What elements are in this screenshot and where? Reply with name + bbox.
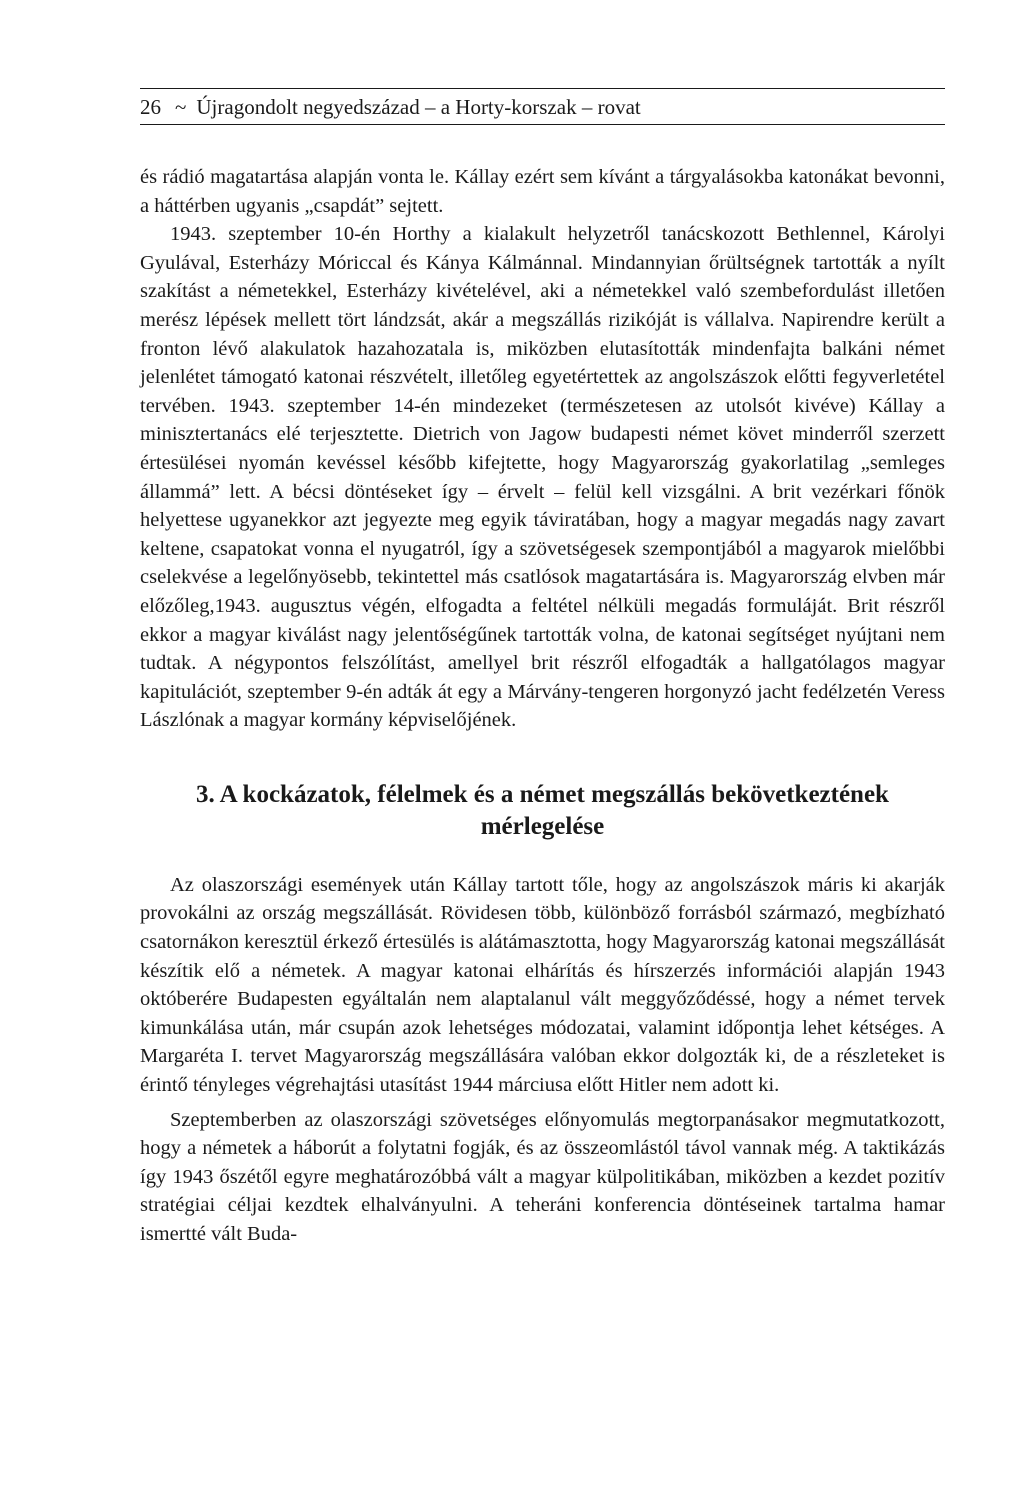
section-heading: 3. A kockázatok, félelmek és a német megszállás bekövetkeztének mérlegelése: [196, 780, 889, 840]
paragraph-1: és rádió magatartása alapján vonta le. Kállay ezért sem kívánt a tárgyalásokba katonákat bevonni, a háttérben ugyanis „csapdát” sejtett.: [140, 166, 945, 217]
book-page: [140, 88, 945, 1249]
header-title: Újragondolt negyedszázad – a Horty-korszak – rovat: [196, 95, 641, 119]
running-header: [140, 88, 945, 125]
header-separator: ~: [175, 95, 187, 119]
page-number: 26: [140, 95, 161, 119]
body-text: [140, 163, 945, 1249]
section-paragraph-2: Szeptemberben az olaszországi szövetséges előnyomulás megtorpanásakor megmutatkozott, hogy a németek a háborút a folytatni fogják, és az összeomlástól távol vannak még. A taktikázás így 1943 őszétől egyre meghatározóbbá vált a magyar külpolitikában, miközben a kezdet pozitív stratégiai céljai kezdtek elhalványulni. A teheráni konferencia döntéseinek tartalma hamar ismertté vált Buda-: [140, 1108, 945, 1245]
paragraph-2: 1943. szeptember 10-én Horthy a kialakult helyzetről tanácskozott Bethlennel, Károlyi Gyulával, Esterházy Móriccal és Kánya Kálmánnal. Mindannyian őrültségnek tartották a nyílt szakítást a németekkel, Esterházy kivételével, aki a németekkel való szembefordulást illetően merész lépések mellett tört lándzsát, akár a megszállás rizikóját is vállalva. Napirendre került a fronton lévő alakulatok hazahozatala is, miközben elutasították mindenfajta balkáni német jelenlétet támogató katonai részvételt, illetőleg egyetértettek az angolszászok előtti fegyverletétel tervében. 1943. szeptember 14-én mindezeket (természetesen az utolsót kivéve) Kállay a minisztertanács elé terjesztette. Dietrich von Jagow budapesti német követ minderről szerzett értesülései nyomán kevéssel később kifejtette, hogy Magyarország gyakorlatilag „semleges állammá” lett. A bécsi döntéseket így – érvelt – felül kell vizsgálni. A brit vezérkari főnök helyettese ugyanekkor azt jegyezte meg egyik táviratában, hogy a magyar megadás nagy zavart keltene, csapatokat vonna el nyugatról, így a szövetségesek szempontjából a magyarok mielőbbi cselekvése a legelőnyösebb, tekintettel más csatlósok magatartására is. Magyarország elvben már előzőleg,1943. augusztus végén, elfogadta a feltétel nélküli megadás formuláját. Brit részről ekkor a magyar kiválást nagy jelentőségűnek tartották volna, de katonai segítséget nyújtani nem tudtak. A négypontos felszólítást, amellyel brit részről elfogadták a hallgatólagos magyar kapitulációt, szeptember 9-én adták át egy a Márvány-tengeren horgonyzó jacht fedélzetén Veress Lászlónak a magyar kormány képviselőjének.: [140, 223, 945, 732]
section-paragraph-1: Az olaszországi események után Kállay tartott tőle, hogy az angolszászok máris ki akarják provokálni az ország megszállását. Rövidesen több, különböző forrásból származó, megbízható csatornákon keresztül érkező értesülés is alátámasztotta, hogy Magyarország katonai megszállását készítik elő a németek. A magyar katonai elhárítás és hírszerzés információi alapján 1943 októberére Budapesten egyáltalán nem alaptalanul vált meggyőződéssé, hogy a német tervek kimunkálása után, már csupán azok lehetséges módozatai, valamint időpontja lehet kétséges. A Margaréta I. tervet Magyarország megszállására valóban ekkor dolgozták ki, de a részleteket is érintő tényleges végrehajtási utasítást 1944 márciusa előtt Hitler nem adott ki.: [140, 873, 945, 1097]
